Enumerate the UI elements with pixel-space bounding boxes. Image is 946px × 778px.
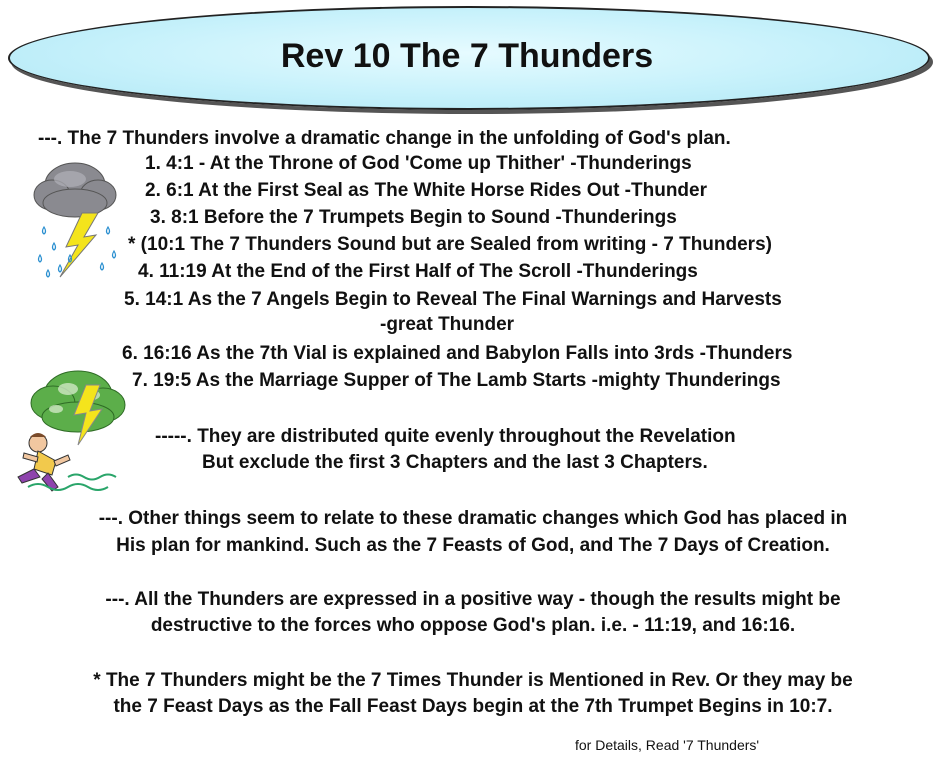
paragraph-line: destructive to the forces who oppose God's plan. i.e. - 11:19, and 16:16. bbox=[150, 615, 796, 636]
list-item: 6. 16:16 As the 7th Vial is explained and Babylon Falls into 3rds -Thunders bbox=[122, 343, 793, 364]
list-item: 3. 8:1 Before the 7 Trumpets Begin to Sound -Thunderings bbox=[150, 207, 677, 228]
footer-note: for Details, Read '7 Thunders' bbox=[575, 737, 760, 753]
list-item-continuation: -great Thunder bbox=[380, 314, 515, 335]
list-item: 2. 6:1 At the First Seal as The White Horse Rides Out -Thunder bbox=[145, 180, 708, 201]
list-item: 7. 19:5 As the Marriage Supper of The Lamb Starts -mighty Thunderings bbox=[132, 370, 781, 391]
intro-text: ---. The 7 Thunders involve a dramatic change in the unfolding of God's plan. bbox=[38, 128, 731, 149]
paragraph-line: ---. All the Thunders are expressed in a positive way - though the results might be bbox=[105, 589, 841, 610]
paragraph-line: But exclude the first 3 Chapters and the last 3 Chapters. bbox=[202, 452, 708, 473]
storm-cloud-icon bbox=[30, 155, 120, 280]
paragraph-line: His plan for mankind. Such as the 7 Feasts of God, and The 7 Days of Creation. bbox=[116, 535, 830, 556]
paragraph-line: * The 7 Thunders might be the 7 Times Thunder is Mentioned in Rev. Or they may be bbox=[93, 670, 853, 691]
list-item: 4. 11:19 At the End of the First Half of The Scroll -Thunderings bbox=[138, 261, 698, 282]
list-item: * (10:1 The 7 Thunders Sound but are Sealed from writing - 7 Thunders) bbox=[128, 234, 772, 255]
list-item: 1. 4:1 - At the Throne of God 'Come up Thither' -Thunderings bbox=[145, 153, 692, 174]
paragraph-line: ---. Other things seem to relate to these dramatic changes which God has placed in bbox=[98, 508, 848, 529]
paragraph-line: the 7 Feast Days as the Fall Feast Days begin at the 7th Trumpet Begins in 10:7. bbox=[113, 696, 833, 717]
page-title: Rev 10 The 7 Thunders bbox=[280, 36, 654, 75]
paragraph-line: -----. They are distributed quite evenly throughout the Revelation bbox=[155, 426, 736, 447]
list-item: 5. 14:1 As the 7 Angels Begin to Reveal The Final Warnings and Harvests bbox=[124, 289, 782, 310]
running-man-storm-icon bbox=[8, 365, 138, 495]
